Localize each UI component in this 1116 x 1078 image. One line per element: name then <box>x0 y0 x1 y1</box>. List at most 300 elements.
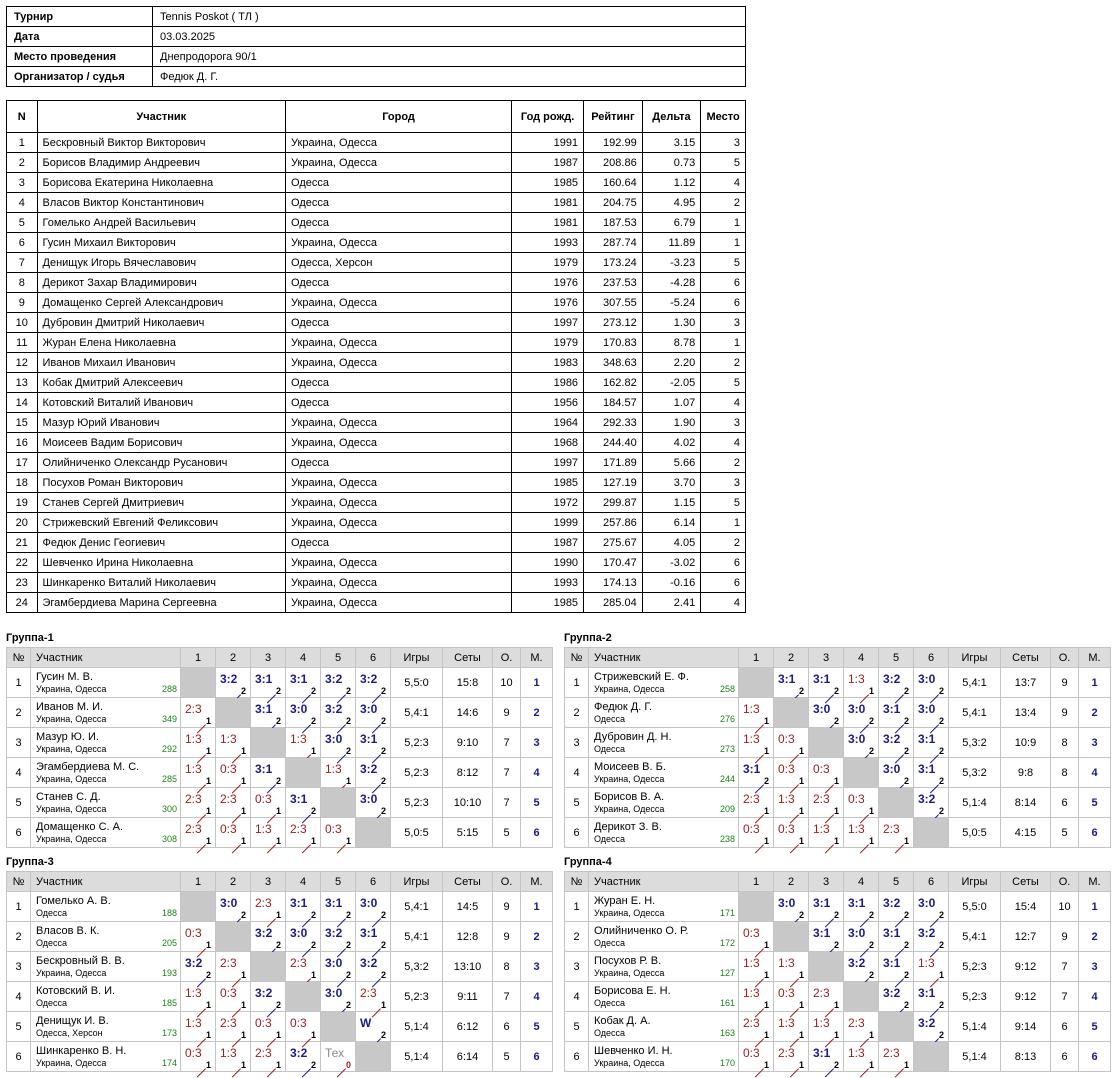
match-points: 1 <box>763 1060 769 1070</box>
match-points: 1 <box>310 970 316 980</box>
match-score-value: 1:3 <box>325 762 342 776</box>
match-points: 2 <box>380 910 386 920</box>
participant-name: Власов Виктор Константинович <box>37 193 286 213</box>
match-score <box>356 668 390 697</box>
match-points: 1 <box>380 1000 386 1010</box>
match-score <box>879 1042 913 1071</box>
match-score-value: 3:1 <box>918 762 936 776</box>
group-header-games: Игры <box>949 872 1001 892</box>
match-score-value: 1:3 <box>743 732 760 746</box>
match-score-cell <box>181 982 216 1012</box>
match-points: 1 <box>868 1030 874 1040</box>
participant-delta: 1.30 <box>642 313 701 333</box>
group-games: 5,3:2 <box>391 952 443 982</box>
match-score-value: 1:3 <box>743 986 760 1000</box>
info-row <box>7 27 746 47</box>
group-points: 7 <box>493 728 521 758</box>
participant-year: 1985 <box>512 473 584 493</box>
group-row <box>565 818 1111 848</box>
match-score-cell <box>321 892 356 922</box>
match-score-value: 2:3 <box>883 1046 900 1060</box>
match-score-cell <box>809 788 844 818</box>
participant-n: 20 <box>7 513 38 533</box>
player-name: Борисов В. А. <box>594 791 665 803</box>
player-name: Федюк Д. Г. <box>594 701 653 713</box>
match-score-cell <box>739 982 774 1012</box>
match-score-cell <box>216 788 251 818</box>
participant-place: 2 <box>701 193 746 213</box>
match-points: 2 <box>938 686 944 696</box>
match-score-value: 2:3 <box>255 896 272 910</box>
match-score-value: 0:3 <box>255 1016 272 1030</box>
match-score-value: 3:0 <box>848 926 866 940</box>
match-score-cell <box>286 788 321 818</box>
match-score-cell <box>844 1042 879 1072</box>
match-score-cell <box>216 1042 251 1072</box>
player-name: Бескровный В. В. <box>36 955 125 967</box>
match-score-value: 2:3 <box>220 792 237 806</box>
match-score-value: 1:3 <box>185 986 202 1000</box>
match-score-cell <box>321 922 356 952</box>
match-score-cell <box>739 1042 774 1072</box>
participant-year: 1991 <box>512 133 584 153</box>
match-score <box>251 758 285 787</box>
group-header-row <box>565 648 1111 668</box>
participant-rating: 348.63 <box>584 353 643 373</box>
participant-name: Домащенко Сергей Александрович <box>37 293 286 313</box>
group-row <box>565 1012 1111 1042</box>
participant-city: Украина, Одесса <box>286 293 512 313</box>
match-score <box>251 982 285 1011</box>
participant-city: Украина, Одесса <box>286 473 512 493</box>
participant-place: 5 <box>701 373 746 393</box>
match-score-cell <box>251 982 286 1012</box>
match-score-value: 3:1 <box>778 672 796 686</box>
group-points: 7 <box>493 788 521 818</box>
participant-delta: 4.02 <box>642 433 701 453</box>
match-score <box>216 788 250 817</box>
participant-rating: 273.12 <box>584 313 643 333</box>
group-sets: 9:12 <box>1001 952 1051 982</box>
match-score-value: 3:1 <box>743 762 761 776</box>
group-row <box>7 788 553 818</box>
participant-year: 1993 <box>512 573 584 593</box>
match-score-cell <box>251 668 286 698</box>
player-city: Украина, Одесса <box>594 804 665 814</box>
match-score-cell <box>321 758 356 788</box>
match-score-cell <box>251 1042 286 1072</box>
group-header-games: Игры <box>391 648 443 668</box>
participant-n: 7 <box>7 253 38 273</box>
player-name: Иванов М. И. <box>36 701 104 713</box>
match-points: 2 <box>833 910 839 920</box>
match-points: 2 <box>345 910 351 920</box>
group-place: 2 <box>521 698 553 728</box>
participant-n: 12 <box>7 353 38 373</box>
player-cell <box>589 698 739 728</box>
self-cell <box>774 922 809 952</box>
match-score <box>216 1012 250 1041</box>
participant-n: 4 <box>7 193 38 213</box>
self-cell <box>286 982 321 1012</box>
match-score-cell <box>809 892 844 922</box>
col-header-year: Год рожд. <box>512 101 584 133</box>
match-score-cell <box>216 668 251 698</box>
participant-n: 11 <box>7 333 38 353</box>
match-points: 2 <box>275 716 281 726</box>
participant-name: Дерикот Захар Владимирович <box>37 273 286 293</box>
match-score <box>356 728 390 757</box>
match-score-value: 3:1 <box>918 732 936 746</box>
group-games: 5,2:3 <box>391 788 443 818</box>
match-score-cell <box>216 952 251 982</box>
info-key: Место проведения <box>7 47 153 67</box>
match-score <box>181 922 215 951</box>
participant-rating: 307.55 <box>584 293 643 313</box>
match-score-cell <box>844 698 879 728</box>
group-place: 1 <box>1079 892 1111 922</box>
player-city: Одесса <box>36 908 68 918</box>
group-sets: 4:15 <box>1001 818 1051 848</box>
match-score <box>774 1012 808 1041</box>
participant-place: 4 <box>701 173 746 193</box>
match-score-value: 3:2 <box>918 1016 936 1030</box>
info-key: Дата <box>7 27 153 47</box>
participant-place: 1 <box>701 513 746 533</box>
match-score-value: 1:3 <box>813 1016 830 1030</box>
participant-city: Украина, Одесса <box>286 513 512 533</box>
match-score-cell <box>251 1012 286 1042</box>
match-score-cell <box>774 1012 809 1042</box>
match-points: 1 <box>345 776 351 786</box>
participant-delta: 1.12 <box>642 173 701 193</box>
match-points: 1 <box>798 1030 804 1040</box>
participant-n: 3 <box>7 173 38 193</box>
match-score-cell <box>356 982 391 1012</box>
player-sub <box>36 744 177 754</box>
player-city: Украина, Одесса <box>36 834 107 844</box>
match-points: 1 <box>833 806 839 816</box>
match-score-value: 3:2 <box>883 986 901 1000</box>
player-city: Украина, Одесса <box>36 714 107 724</box>
player-name: Гусин М. В. <box>36 671 94 683</box>
player-rating: 193 <box>161 968 177 978</box>
participant-city: Украина, Одесса <box>286 353 512 373</box>
participant-name: Станев Сергей Дмитриевич <box>37 493 286 513</box>
match-score <box>739 982 773 1011</box>
match-score-value: 2:3 <box>255 1046 272 1060</box>
match-score-value: 1:3 <box>743 956 760 970</box>
match-score-cell <box>181 728 216 758</box>
match-score-value: 3:0 <box>918 896 936 910</box>
match-score-cell <box>356 758 391 788</box>
participant-place: 4 <box>701 593 746 613</box>
group-place: 4 <box>521 982 553 1012</box>
match-points: 1 <box>763 1000 769 1010</box>
match-score-cell <box>774 788 809 818</box>
score-slash <box>337 844 346 853</box>
group-row <box>7 922 553 952</box>
group-games: 5,1:4 <box>949 1042 1001 1072</box>
group-points: 9 <box>1051 668 1079 698</box>
player-cell <box>31 758 181 788</box>
participant-n: 8 <box>7 273 38 293</box>
participant-delta: 4.95 <box>642 193 701 213</box>
group-points: 7 <box>493 758 521 788</box>
match-score <box>774 892 808 921</box>
match-points: 2 <box>380 716 386 726</box>
group-games: 5,1:4 <box>391 1012 443 1042</box>
player-name: Дубровин Д. Н. <box>594 731 672 743</box>
group-row <box>565 758 1111 788</box>
match-points: 2 <box>310 910 316 920</box>
match-score-cell <box>321 982 356 1012</box>
match-score <box>321 818 355 847</box>
player-sub <box>36 1028 177 1038</box>
group-row-n: 1 <box>565 892 589 922</box>
player-cell <box>589 728 739 758</box>
match-points: 2 <box>938 1000 944 1010</box>
self-cell <box>844 758 879 788</box>
match-points: 1 <box>798 746 804 756</box>
player-cell <box>31 1042 181 1072</box>
match-points: 0 <box>345 1060 351 1070</box>
match-score <box>739 952 773 981</box>
match-score-cell <box>321 952 356 982</box>
player-city: Украина, Одесса <box>36 744 107 754</box>
match-score-value: 3:1 <box>360 732 378 746</box>
score-slash <box>860 844 869 853</box>
participant-rating: 257.86 <box>584 513 643 533</box>
match-score <box>181 1012 215 1041</box>
match-score <box>251 698 285 727</box>
match-score-value: 2:3 <box>185 702 202 716</box>
match-score <box>286 1012 320 1041</box>
match-points: 2 <box>763 776 769 786</box>
match-score <box>809 982 843 1011</box>
group-sets: 9:12 <box>1001 982 1051 1012</box>
player-cell <box>589 788 739 818</box>
group-games: 5,1:4 <box>391 1042 443 1072</box>
participant-city: Одесса <box>286 313 512 333</box>
match-score-value: 3:2 <box>360 672 378 686</box>
match-points: 2 <box>903 910 909 920</box>
match-score-cell <box>879 758 914 788</box>
group-header-points: О. <box>1051 872 1079 892</box>
match-score <box>879 728 913 757</box>
participant-row <box>7 153 746 173</box>
group-place: 6 <box>521 818 553 848</box>
group-header-col: 4 <box>844 648 879 668</box>
match-score <box>914 982 948 1011</box>
group-table <box>6 647 553 848</box>
match-points: 2 <box>380 1030 386 1040</box>
participant-delta: 2.20 <box>642 353 701 373</box>
match-score-cell <box>356 1012 391 1042</box>
participant-name: Олийниченко Олександр Русанович <box>37 453 286 473</box>
self-cell <box>739 892 774 922</box>
match-score-cell <box>914 668 949 698</box>
match-points: 2 <box>345 746 351 756</box>
player-cell <box>31 982 181 1012</box>
match-score-value: 2:3 <box>220 1016 237 1030</box>
player-rating: 173 <box>161 1028 177 1038</box>
match-score <box>914 698 948 727</box>
participant-name: Иванов Михаил Иванович <box>37 353 286 373</box>
group-points: 7 <box>1051 982 1079 1012</box>
match-score-value: 1:3 <box>220 732 237 746</box>
match-points: 1 <box>275 836 281 846</box>
match-points: 2 <box>310 806 316 816</box>
match-score <box>181 1042 215 1071</box>
match-score-value: 0:3 <box>220 822 237 836</box>
player-name: Посухов Р. В. <box>594 955 662 967</box>
match-points: 1 <box>763 746 769 756</box>
participant-name: Шевченко Ирина Николаевна <box>37 553 286 573</box>
group-place: 1 <box>521 892 553 922</box>
match-points: 1 <box>205 1030 211 1040</box>
participant-n: 24 <box>7 593 38 613</box>
self-cell <box>356 1042 391 1072</box>
player-city: Одесса <box>36 998 68 1008</box>
participant-year: 1972 <box>512 493 584 513</box>
group-row <box>565 788 1111 818</box>
group-place: 2 <box>1079 698 1111 728</box>
participant-rating: 292.33 <box>584 413 643 433</box>
player-sub <box>594 1058 735 1068</box>
participant-rating: 127.19 <box>584 473 643 493</box>
match-points: 2 <box>798 910 804 920</box>
match-points: 2 <box>938 716 944 726</box>
match-points: 2 <box>275 940 281 950</box>
group-points: 9 <box>493 922 521 952</box>
match-score-value: 0:3 <box>778 732 795 746</box>
player-cell <box>589 758 739 788</box>
match-score-cell <box>844 952 879 982</box>
match-score-value: 3:2 <box>883 672 901 686</box>
player-name: Гомелько А. В. <box>36 895 111 907</box>
participant-delta: -5.24 <box>642 293 701 313</box>
participant-delta: 6.14 <box>642 513 701 533</box>
match-score <box>181 728 215 757</box>
match-score-cell <box>181 922 216 952</box>
group-header-row <box>7 648 553 668</box>
group-header-col: 5 <box>879 648 914 668</box>
self-cell <box>844 982 879 1012</box>
match-score-value: 1:3 <box>743 702 760 716</box>
group-sets: 9:11 <box>443 982 493 1012</box>
match-score-cell <box>181 788 216 818</box>
match-score <box>356 698 390 727</box>
match-score-cell <box>321 668 356 698</box>
match-score-value: 3:1 <box>255 702 273 716</box>
player-city: Украина, Одесса <box>594 1058 665 1068</box>
match-score-cell <box>216 982 251 1012</box>
match-score-cell <box>216 758 251 788</box>
self-cell <box>321 1012 356 1042</box>
player-sub <box>36 774 177 784</box>
match-score <box>844 698 878 727</box>
player-sub <box>594 938 735 948</box>
info-key: Турнир <box>7 7 153 27</box>
match-points: 1 <box>798 836 804 846</box>
group-games: 5,3:2 <box>949 758 1001 788</box>
group-sets: 12:7 <box>1001 922 1051 952</box>
player-rating: 288 <box>161 684 177 694</box>
match-score-cell <box>739 1012 774 1042</box>
group-sets: 9:8 <box>1001 758 1051 788</box>
match-score-value: 2:3 <box>778 1046 795 1060</box>
match-score <box>879 982 913 1011</box>
self-cell <box>181 892 216 922</box>
match-score-cell <box>914 922 949 952</box>
participant-name: Борисов Владимир Андреевич <box>37 153 286 173</box>
match-score <box>914 922 948 951</box>
group-header-col: 5 <box>321 648 356 668</box>
match-points: 1 <box>205 806 211 816</box>
player-rating: 276 <box>719 714 735 724</box>
match-score-cell <box>809 698 844 728</box>
participant-row <box>7 413 746 433</box>
participant-city: Одесса <box>286 173 512 193</box>
group-row-n: 6 <box>7 818 31 848</box>
group-header-row <box>565 872 1111 892</box>
group-sets: 8:12 <box>443 758 493 788</box>
participant-row <box>7 233 746 253</box>
match-score-cell <box>774 952 809 982</box>
player-rating: 174 <box>161 1058 177 1068</box>
player-city: Одесса <box>594 998 626 1008</box>
participant-place: 4 <box>701 393 746 413</box>
match-score-cell <box>251 698 286 728</box>
match-score-value: 3:1 <box>883 926 901 940</box>
participant-name: Шинкаренко Виталий Николаевич <box>37 573 286 593</box>
participant-year: 1987 <box>512 153 584 173</box>
match-score-cell <box>286 698 321 728</box>
match-score-value: 0:3 <box>255 792 272 806</box>
participant-delta: -4.28 <box>642 273 701 293</box>
match-score <box>216 758 250 787</box>
participant-row <box>7 513 746 533</box>
match-score <box>181 788 215 817</box>
participant-name: Федюк Денис Геогиевич <box>37 533 286 553</box>
match-score-cell <box>251 788 286 818</box>
match-score-cell <box>251 818 286 848</box>
match-points: 1 <box>833 836 839 846</box>
participant-rating: 299.87 <box>584 493 643 513</box>
group-header-points: О. <box>493 648 521 668</box>
group-row-n: 5 <box>7 1012 31 1042</box>
participant-name: Мазур Юрий Иванович <box>37 413 286 433</box>
match-points: 2 <box>310 686 316 696</box>
match-score-cell <box>321 818 356 848</box>
player-sub <box>594 714 735 724</box>
match-score-value: 2:3 <box>290 956 307 970</box>
participants-table <box>6 100 746 613</box>
participant-year: 1979 <box>512 333 584 353</box>
participant-name: Кобак Дмитрий Алексеевич <box>37 373 286 393</box>
match-score <box>251 892 285 921</box>
match-points: 2 <box>903 1000 909 1010</box>
match-score-value: 0:3 <box>290 1016 307 1030</box>
player-cell <box>31 892 181 922</box>
group-place: 3 <box>1079 728 1111 758</box>
group-games: 5,2:3 <box>391 728 443 758</box>
match-score <box>914 788 948 817</box>
match-score <box>181 698 215 727</box>
match-score-value: 0:3 <box>813 762 830 776</box>
match-score-cell <box>844 668 879 698</box>
